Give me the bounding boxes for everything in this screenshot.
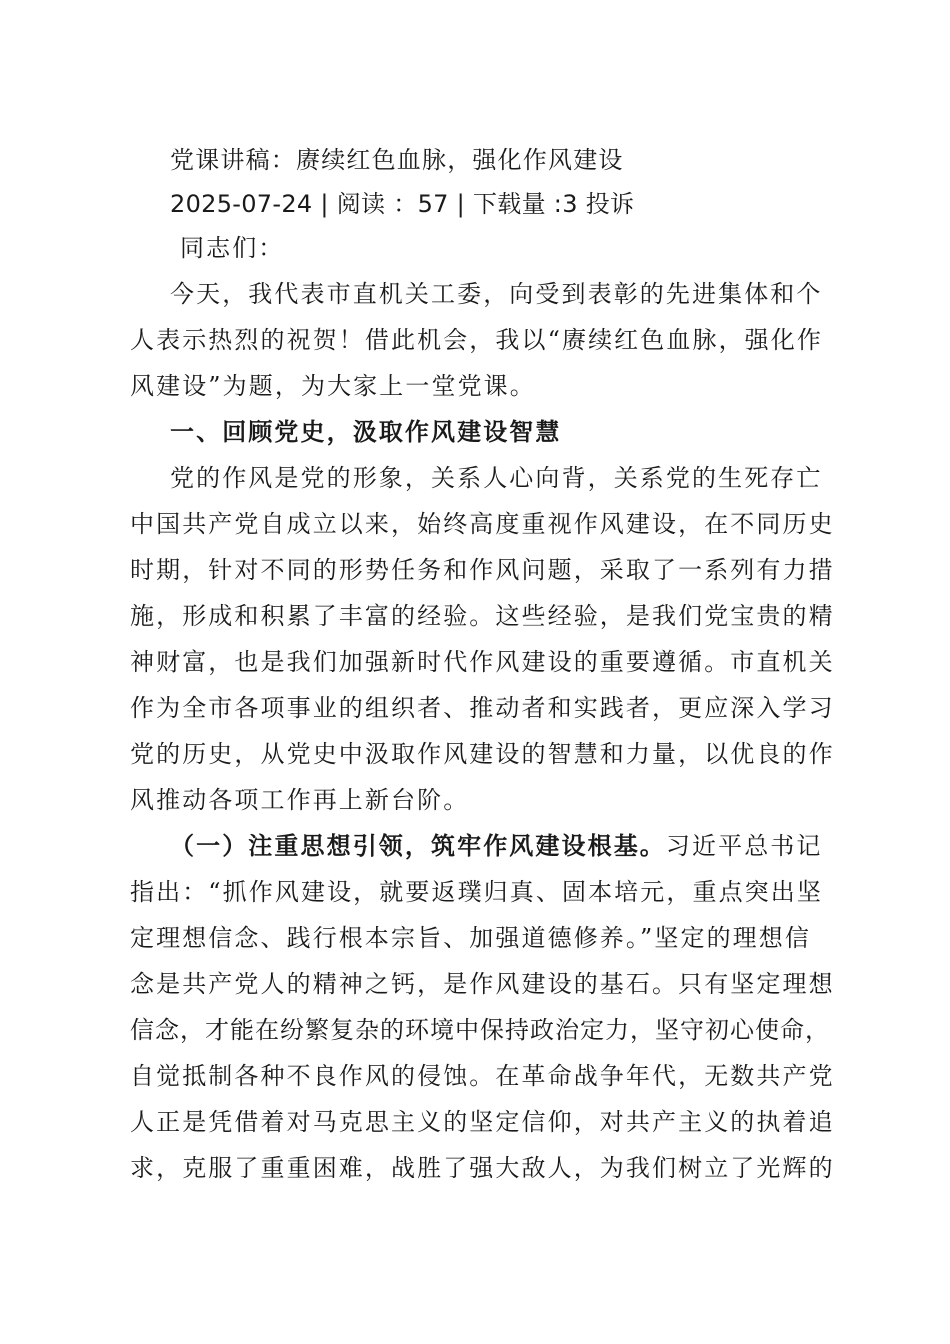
read-count: 57 — [417, 190, 449, 218]
paragraph-line: 自觉抵制各种不良作风的侵蚀。在革命战争年代，无数共产党 — [130, 1062, 835, 1090]
paragraph-line: 指出：“抓作风建设，就要返璞归真、固本培元，重点突出坚 — [130, 878, 823, 906]
paragraph-line: 定理想信念、践行根本宗旨、加强道德修养。”坚定的理想信 — [130, 924, 811, 952]
paragraph-line: 求，克服了重重困难，战胜了强大敌人，为我们树立了光辉的 — [130, 1154, 835, 1182]
paragraph-line: 时期，针对不同的形势任务和作风问题，采取了一系列有力措 — [130, 556, 835, 584]
paragraph-text: 习近平总书记 — [665, 832, 823, 860]
paragraph-line: 风推动各项工作再上新台阶。 — [130, 786, 470, 814]
paragraph-line: 念是共产党人的精神之钙，是作风建设的基石。只有坚定理想 — [130, 970, 835, 998]
download-label: 下载量 : — [472, 190, 563, 218]
paragraph-line: 作为全市各项事业的组织者、推动者和实践者，更应深入学习 — [130, 694, 835, 722]
read-label: 阅读 ： — [336, 190, 418, 218]
document-meta — [170, 184, 870, 224]
paragraph-line: 中国共产党自成立以来，始终高度重视作风建设，在不同历史 — [130, 510, 835, 538]
paragraph-line: 党的作风是党的形象，关系人心向背，关系党的生死存亡 — [170, 464, 823, 492]
meta-separator: | — [312, 190, 337, 218]
paragraph-line: 人正是凭借着对马克思主义的坚定信仰，对共产主义的执着追 — [130, 1108, 835, 1136]
document-title: 党课讲稿：赓续红色血脉，强化作风建设 — [170, 146, 624, 174]
section-heading: 一、回顾党史，汲取作风建设智慧 — [170, 417, 562, 446]
publish-date: 2025-07-24 — [170, 190, 313, 218]
paragraph-line: 党的历史，从党史中汲取作风建设的智慧和力量，以优良的作 — [130, 740, 835, 768]
meta-separator: | — [448, 190, 473, 218]
paragraph-line: 施，形成和积累了丰富的经验。这些经验，是我们党宝贵的精 — [130, 602, 835, 630]
report-link[interactable]: 投诉 — [585, 190, 635, 218]
paragraph-line: 风建设”为题，为大家上一堂党课。 — [130, 372, 536, 400]
paragraph-line: 今天，我代表市直机关工委，向受到表彰的先进集体和个 — [170, 280, 823, 308]
greeting: 同志们： — [180, 234, 285, 262]
paragraph-line: 人表示热烈的祝贺！借此机会，我以“赓续红色血脉，强化作 — [130, 326, 823, 354]
subsection-heading: （一）注重思想引领，筑牢作风建设根基。 — [170, 831, 666, 860]
paragraph-line: 神财富，也是我们加强新时代作风建设的重要遵循。市直机关 — [130, 648, 835, 676]
paragraph-line: 信念，才能在纷繁复杂的环境中保持政治定力，坚守初心使命， — [130, 1016, 830, 1044]
subsection-line — [170, 826, 830, 866]
download-count: 3 — [562, 190, 578, 218]
